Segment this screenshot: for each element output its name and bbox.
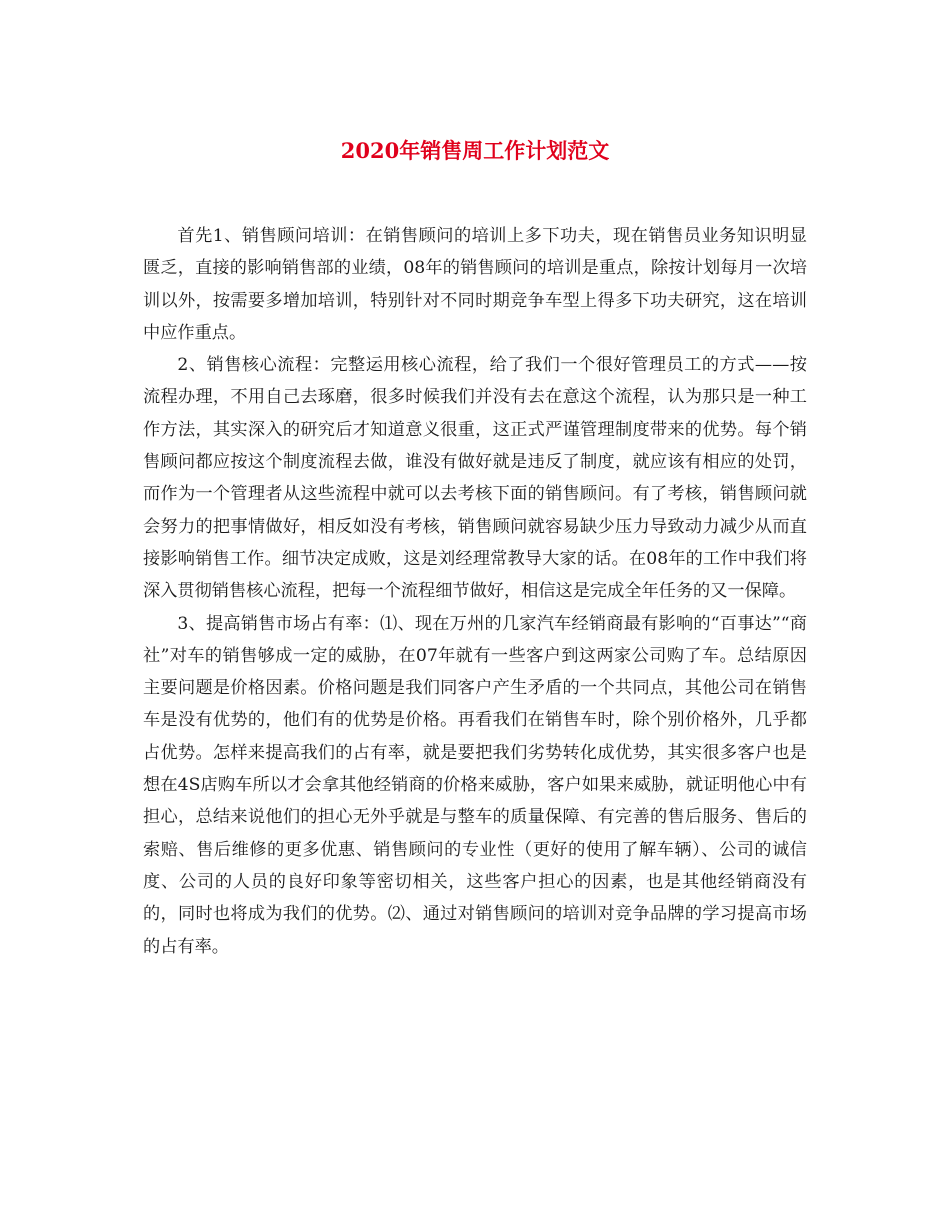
paragraph-sales-training: 首先1、销售顾问培训：在销售顾问的培训上多下功夫，现在销售员业务知识明显匮乏，直接的影响销售部的业绩，08年的销售顾问的培训是重点，除按计划每月一次培训以外，按需要多增加培训，特别针对不同时期竞争车型上得多下功夫研究，这在培训中应作重点。: [143, 226, 807, 343]
document-body: [143, 220, 807, 963]
paragraph-core-process: 2、销售核心流程：完整运用核心流程，给了我们一个很好管理员工的方式——按流程办理，不用自己去琢磨，很多时候我们并没有去在意这个流程，认为那只是一种工作方法，其实深入的研究后才知道意义很重，这正式严谨管理制度带来的优势。每个销售顾问都应按这个制度流程去做，谁没有做好就是违反了制度，就应该有相应的处罚，而作为一个管理者从这些流程中就可以去考核下面的销售顾问。有了考核，销售顾问就会努力的把事情做好，相反如没有考核，销售顾问就容易缺少压力导致动力减少从而直接影响销售工作。细节决定成败，这是刘经理常教导大家的话。在08年的工作中我们将深入贯彻销售核心流程，把每一个流程细节做好，相信这是完成全年任务的又一保障。: [143, 355, 807, 602]
document-title: 2020年销售周工作计划范文: [340, 138, 610, 163]
paragraph-market-share: 3、提高销售市场占有率：⑴、现在万州的几家汽车经销商最有影响的“百事达”“商社”对车的销售够成一定的威胁，在07年就有一些客户到这两家公司购了车。总结原因主要问题是价格因素。价格问题是我们同客户产生矛盾的一个共同点，其他公司在销售车是没有优势的，他们有的优势是价格。再看我们在销售车时，除个别价格外，几乎都占优势。怎样来提高我们的占有率，就是要把我们劣势转化成优势，其实很多客户也是想在4S店购车所以才会拿其他经销商的价格来威胁，客户如果来威胁，就证明他心中有担心，总结来说他们的担心无外乎就是与整车的质量保障、有完善的售后服务、售后的索赔、售后维修的更多优惠、销售顾问的专业性（更好的使用了解车辆）、公司的诚信度、公司的人员的良好印象等密切相关，这些客户担心的因素，也是其他经销商没有的，同时也将成为我们的优势。⑵、通过对销售顾问的培训对竞争品牌的学习提高市场的占有率。: [143, 613, 807, 957]
